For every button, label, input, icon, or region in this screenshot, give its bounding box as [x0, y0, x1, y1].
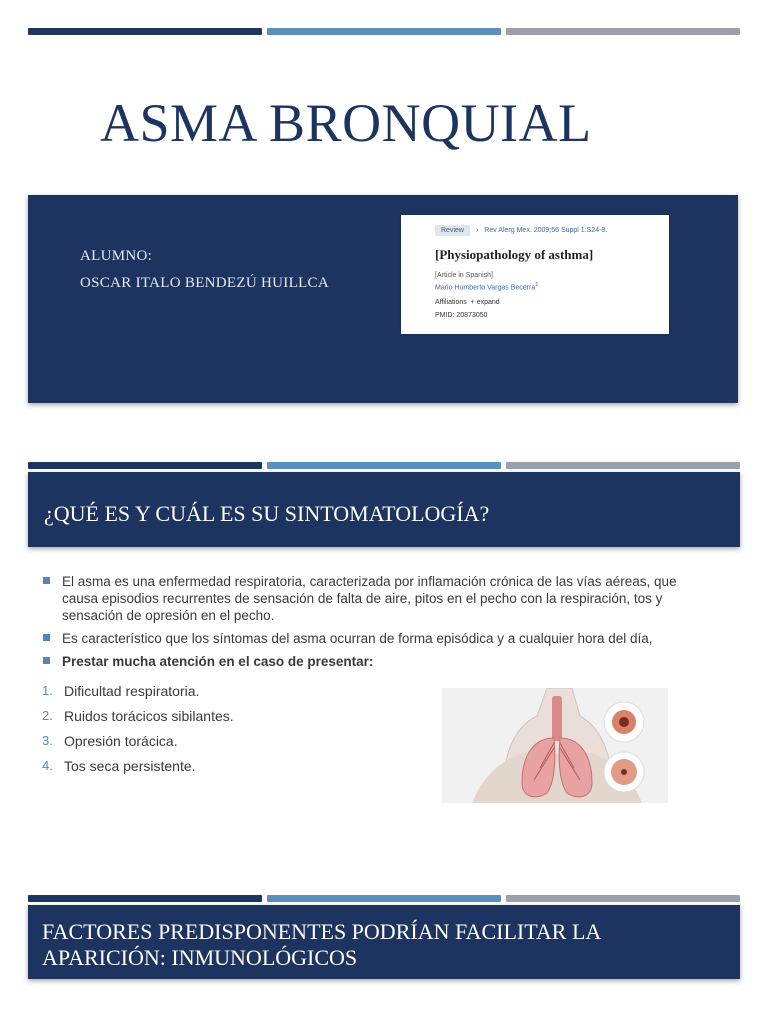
language-note: [Article in Spanish]	[435, 272, 493, 279]
list-item: 1. Dificultad respiratoria.	[42, 683, 200, 699]
symptom-list	[42, 683, 234, 783]
list-item: El asma es una enfermedad respiratoria, caracterizada por inflamación crónica de las vías aéreas, que causa episodios recurrentes de sensación de falta de aire, pitos en el pecho con la respiración, tos y sensación de opresión en el pecho.	[42, 573, 702, 624]
section-title: ¿QUÉ ES Y CUÁL ES SU SINTOMATOLOGÍA?	[44, 501, 490, 526]
slide-title	[0, 0, 768, 425]
bullet-square-icon	[43, 657, 50, 664]
list-item: Prestar mucha atención en el caso de presentar:	[42, 653, 702, 670]
slide-factors	[0, 875, 768, 1024]
list-item: 3. Opresión torácica.	[42, 733, 178, 749]
accent-bars	[28, 462, 740, 469]
section-header	[28, 472, 740, 547]
affiliations-row[interactable]: Affiliations + expand	[435, 299, 500, 306]
list-item: 2. Ruidos torácicos sibilantes.	[42, 708, 234, 724]
section-header	[28, 905, 740, 979]
author-name: OSCAR ITALO BENDEZÚ HUILLCA	[80, 275, 329, 291]
lungs-illustration	[442, 688, 668, 803]
review-tag: Review	[435, 225, 470, 236]
section-title-line2: APARICIÓN: INMUNOLÓGICOS	[42, 945, 358, 970]
bullet-square-icon	[43, 577, 50, 584]
author-label: ALUMNO:	[80, 248, 153, 264]
pmid: PMID: 20873050	[435, 312, 488, 319]
author-panel	[28, 195, 738, 403]
article-title: [Physiopathology of asthma]	[435, 247, 594, 262]
accent-bars	[28, 895, 740, 902]
article-author[interactable]: Mario Humberto Vargas Becerra$^1$	[435, 282, 539, 292]
section-title-line1: FACTORES PREDISPONENTES PODRÍAN FACILITAR LA	[42, 919, 602, 944]
slide-symptoms	[0, 455, 768, 845]
bullet-square-icon	[43, 634, 50, 641]
chevron-right-icon: ›	[475, 227, 479, 234]
accent-bars	[28, 28, 740, 35]
list-item: 4. Tos seca persistente.	[42, 758, 196, 774]
slide-title-text: ASMA BRONQUIAL	[100, 93, 592, 153]
list-item: Es característico que los síntomas del asma ocurran de forma episódica y a cualquier hora del día,	[42, 630, 702, 647]
citation-card	[401, 215, 669, 334]
bullet-list	[42, 573, 702, 676]
journal-source[interactable]: Rev Alerg Mex. 2009;56 Suppl 1:S24-8.	[484, 227, 608, 234]
